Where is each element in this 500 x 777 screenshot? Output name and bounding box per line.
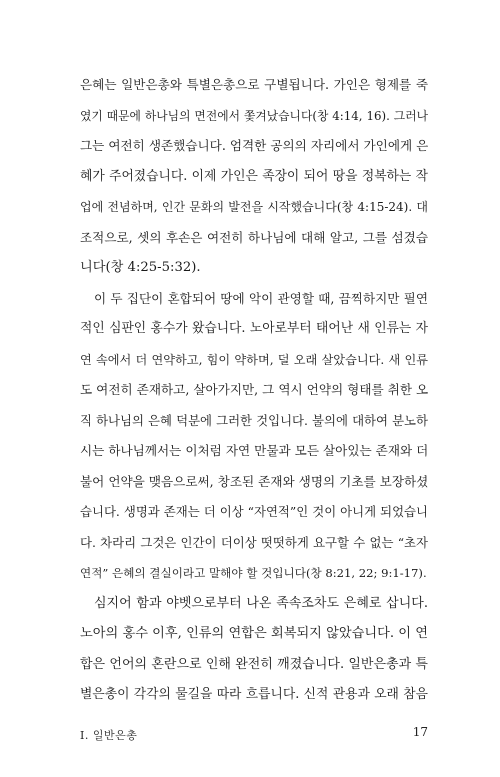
- text-line: 니다(창 4:25-5:32).: [80, 260, 201, 275]
- text-line: 연 속에서 더 연약하고, 힘이 약하며, 덜 오래 살았습니다. 새 인류: [80, 352, 428, 367]
- text-line: 습니다. 생명과 존재는 더 이상 “자연적”인 것이 아니게 되었습니: [80, 504, 428, 519]
- text-line: 도 여전히 존재하고, 살아가지만, 그 역시 언약의 형태를 취한 오: [80, 382, 428, 397]
- text-line: 그는 여전히 생존했습니다. 엄격한 공의의 자리에서 가인에게 은: [80, 138, 428, 153]
- text-line: 시는 하나님께서는 이처럼 자연 만물과 모든 살아있는 존재와 더: [80, 443, 428, 458]
- text-line: 합은 언어의 혼란으로 인해 완전히 깨졌습니다. 일반은총과 특: [80, 656, 428, 672]
- text-line: 노아의 홍수 이후, 인류의 연합은 회복되지 않았습니다. 이 연: [80, 626, 428, 641]
- text-line: 적인 심판인 홍수가 왔습니다. 노아로부터 태어난 새 인류는 자: [80, 321, 428, 336]
- text-line: 조적으로, 셋의 후손은 여전히 하나님에 대해 알고, 그를 섬겼습: [80, 229, 428, 245]
- text-line: 업에 전념하며, 인간 문화의 발전을 시작했습니다(창 4:15-24). 대: [80, 200, 428, 214]
- text-line: 혜가 주어졌습니다. 이제 가인은 족장이 되어 땅을 정복하는 작: [80, 168, 428, 184]
- text-line: 은혜는 일반은총와 특별은총으로 구별됩니다. 가인은 형제를 죽: [80, 77, 428, 92]
- text-line: 였기 때문에 하나님의 면전에서 쫓겨났습니다(창 4:14, 16). 그러나: [80, 108, 428, 123]
- text-line: 불어 언약을 맺음으로써, 창조된 존재와 생명의 기초를 보장하셨: [80, 473, 428, 489]
- text-line: 연적” 은혜의 결실이라고 말해야 할 것입니다(창 8:21, 22; 9:1-17).: [80, 566, 427, 580]
- text-line: 직 하나님의 은혜 덕분에 그러한 것입니다. 불의에 대하여 분노하: [80, 412, 428, 428]
- text-line: 별은총이 각각의 물길을 따라 흐릅니다. 신적 관용과 오래 참음: [80, 687, 428, 702]
- body-text: [80, 70, 428, 711]
- text-line: 이 두 집단이 혼합되어 땅에 악이 관영할 때, 끔찍하지만 필연: [94, 290, 428, 306]
- running-footer-chapter: I. 일반은총: [80, 729, 138, 742]
- page-number: 17: [412, 725, 428, 739]
- text-line: 다. 차라리 그것은 인간이 더이상 떳떳하게 요구할 수 없는 “초자: [80, 534, 428, 550]
- text-line: 심지어 함과 야벳으로부터 나온 족속조차도 은혜로 삽니다.: [94, 595, 428, 611]
